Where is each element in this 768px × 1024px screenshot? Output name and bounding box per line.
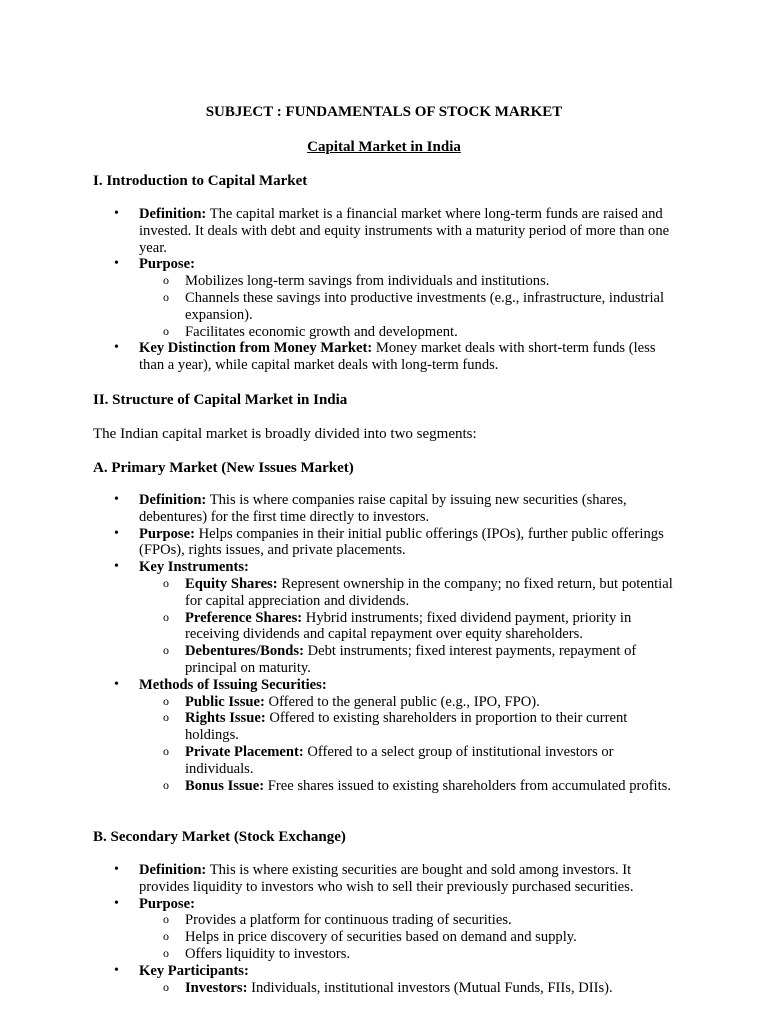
sub-item-label: Public Issue: — [185, 693, 265, 710]
list-item — [112, 896, 682, 963]
sub-list-item: o Facilitates economic growth and development. — [139, 324, 682, 341]
list-item — [112, 492, 682, 526]
item-text: The capital market is a financial market where long-term funds are raised and invested. It deals with debt and equity instruments with a maturity period of more than one year. — [139, 206, 670, 256]
sub-list-item: o Provides a platform for continuous trading of securities. — [139, 912, 682, 929]
section-2-intro: The Indian capital market is broadly divided into two segments: — [93, 426, 477, 442]
list-item — [112, 256, 682, 340]
section-1-list — [112, 206, 682, 374]
subject-heading: SUBJECT : FUNDAMENTALS OF STOCK MARKET — [205, 104, 563, 120]
section-b-list — [112, 862, 682, 996]
item-label: Methods of Issuing Securities: — [139, 676, 327, 693]
sub-item-label: Bonus Issue: — [185, 777, 265, 794]
sub-list — [139, 576, 682, 677]
sub-item-label: Debentures/Bonds: — [185, 643, 304, 660]
sub-list-item — [139, 643, 682, 677]
section-1-heading: I. Introduction to Capital Market — [93, 173, 308, 189]
item-text: Helps companies in their initial public offerings (IPOs), further public offerings (FPOs), rights issues, and private placements. — [139, 525, 664, 559]
list-item — [112, 862, 682, 896]
sub-list-item — [139, 694, 682, 711]
sub-list — [139, 980, 682, 997]
sub-list — [139, 273, 682, 340]
sub-list-item — [139, 744, 682, 778]
sub-list-item — [139, 610, 682, 644]
sub-item-text: Individuals, institutional investors (Mutual Funds, FIIs, DIIs). — [251, 979, 613, 996]
item-label: Purpose: — [139, 525, 195, 542]
sub-item-text: Offered to a select group of institutional investors or individuals. — [185, 743, 614, 777]
sub-list — [139, 694, 682, 795]
item-text: This is where existing securities are bought and sold among investors. It provides liquidity to investors who wish to sell their previously purchased securities. — [139, 862, 634, 895]
item-label: Definition: — [139, 862, 207, 878]
item-label: Key Participants: — [139, 962, 249, 979]
sub-item-label: Private Placement: — [185, 743, 304, 760]
item-label: Key Instruments: — [139, 559, 249, 576]
sub-item-text: Represent ownership in the company; no fixed return, but potential for capital appreciation and dividends. — [185, 575, 673, 609]
section-b-heading: B. Secondary Market (Stock Exchange) — [93, 829, 346, 845]
item-label: Key Distinction from Money Market: — [139, 340, 373, 357]
list-item — [112, 677, 682, 795]
sub-list-item — [139, 576, 682, 610]
section-2-heading: II. Structure of Capital Market in India — [93, 392, 348, 408]
sub-item-text: Hybrid instruments; fixed dividend payment, priority in receiving dividends and capital repayment over equity shareholders. — [185, 609, 632, 643]
sub-item-label: Equity Shares: — [185, 575, 278, 592]
item-label: Purpose: — [139, 895, 195, 912]
sub-item-text: Debt instruments; fixed interest payments, repayment of principal on maturity. — [185, 643, 637, 676]
list-item — [112, 559, 682, 677]
sub-item-label: Investors: — [185, 979, 248, 996]
item-label: Definition: — [139, 206, 207, 222]
sub-item-label: Rights Issue: — [185, 710, 266, 727]
sub-item-text: Offered to existing shareholders in proportion to their current holdings. — [185, 710, 628, 744]
item-label: Definition: — [139, 492, 207, 508]
document-title: Capital Market in India — [307, 139, 461, 155]
sub-list-item: o Channels these savings into productive investments (e.g., infrastructure, industrial expansion). — [139, 290, 682, 324]
list-item — [112, 340, 682, 374]
section-a-heading: A. Primary Market (New Issues Market) — [93, 460, 354, 476]
sub-list-item: o Helps in price discovery of securities based on demand and supply. — [139, 929, 682, 946]
sub-item-label: Preference Shares: — [185, 609, 303, 626]
item-label: Purpose: — [139, 256, 195, 273]
sub-list-item — [139, 778, 682, 795]
sub-list-item: o Mobilizes long-term savings from individuals and institutions. — [139, 273, 682, 290]
item-text: This is where companies raise capital by issuing new securities (shares, debentures) for the first time directly to investors. — [139, 492, 627, 525]
sub-list — [139, 912, 682, 962]
sub-list-item: o Offers liquidity to investors. — [139, 946, 682, 963]
item-text: Money market deals with short-term funds (less than a year), while capital market deals with long-term funds. — [139, 340, 656, 374]
sub-item-text: Offered to the general public (e.g., IPO, FPO). — [268, 693, 540, 710]
sub-list-item — [139, 980, 682, 997]
list-item — [112, 963, 682, 997]
list-item — [112, 206, 682, 256]
sub-list-item — [139, 710, 682, 744]
list-item — [112, 526, 682, 560]
sub-item-text: Free shares issued to existing shareholders from accumulated profits. — [267, 777, 671, 794]
section-a-list — [112, 492, 682, 794]
